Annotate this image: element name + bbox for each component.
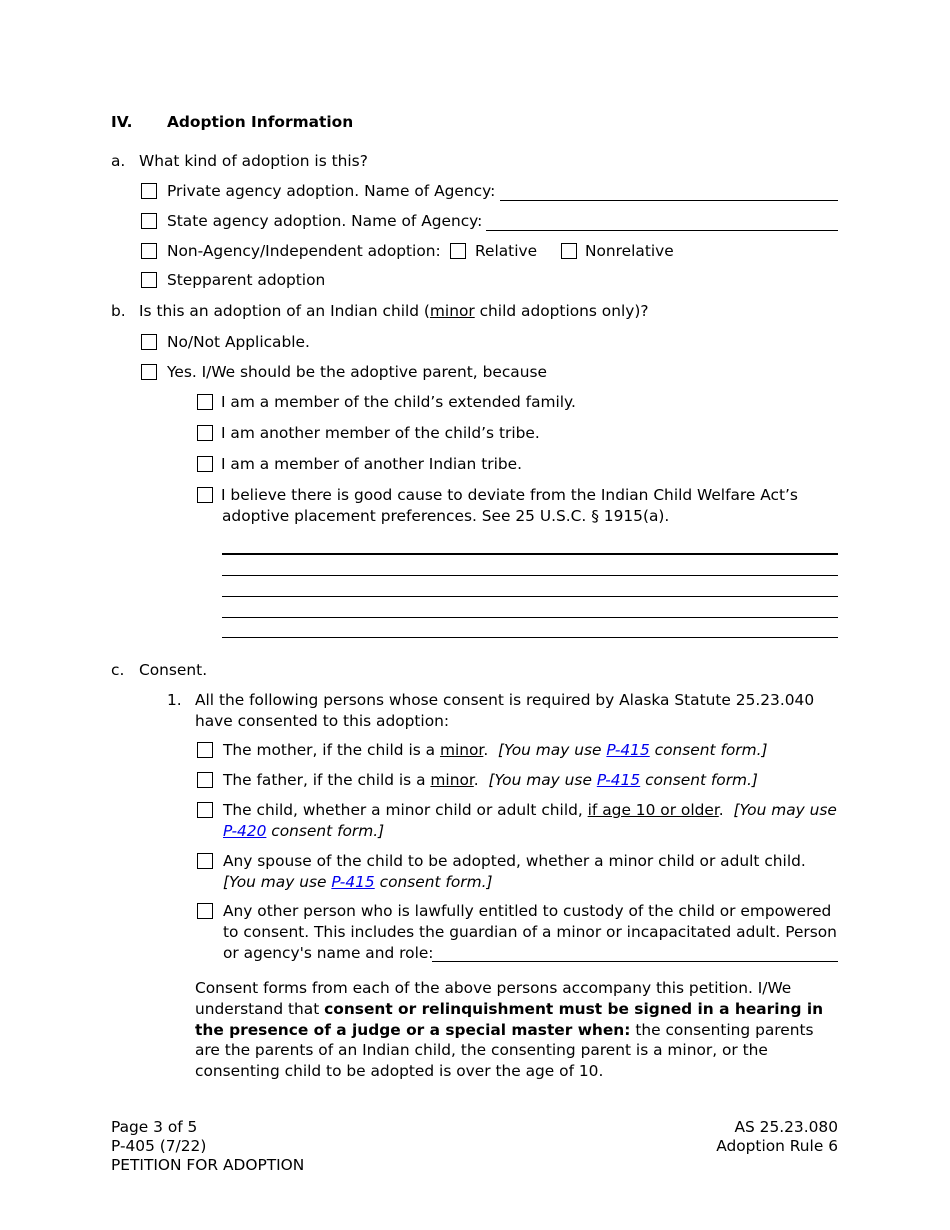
good-cause-line1: I believe there is good cause to deviate from the Indian Child Welfare Act’s [221,486,798,504]
stepparent-checkbox[interactable] [141,272,157,288]
state-agency-name-field[interactable] [486,230,838,231]
footer-rule: Adoption Rule 6 [716,1137,838,1155]
good-cause-explanation-line[interactable] [222,575,838,576]
private-agency-label: Private agency adoption. Name of Agency: [167,182,496,200]
child-consent-label-cont: P-420 consent form.] [223,822,385,840]
same-tribe-checkbox[interactable] [197,425,213,441]
consent-paragraph: Consent forms from each of the above persons accompany this petition. I/We understand that consent or relinquishment must be signed in a hearing in the presence of a judge or a special master when: the consenting parents are the parents of an Indian child, the consenting parent is a minor, or the consenting child to be adopted is over the age of 10. [195,979,824,1081]
question-a-letter: a. [111,152,126,170]
nonagency-label: Non-Agency/Independent adoption: [167,242,441,260]
child-consent-label: The child, whether a minor child or adult child, if age 10 or older. [You may use [223,801,837,819]
form-p415-link[interactable]: P-415 [331,873,375,891]
relative-label: Relative [475,242,538,260]
section-title: Adoption Information [167,113,354,131]
good-cause-checkbox[interactable] [197,487,213,503]
footer-statute: AS 25.23.080 [734,1118,838,1136]
consent-item-number: 1. [167,691,182,709]
spouse-consent-label-cont: [You may use P-415 consent form.] [223,873,493,891]
other-tribe-label: I am a member of another Indian tribe. [221,455,522,473]
other-person-consent-checkbox[interactable] [197,903,213,919]
question-a-text: What kind of adoption is this? [139,152,368,170]
good-cause-explanation-line[interactable] [222,553,838,555]
form-p420-link[interactable]: P-420 [223,822,267,840]
other-person-line2: to consent. This includes the guardian of a minor or incapacitated adult. Person [223,923,837,941]
form-p415-link[interactable]: P-415 [606,741,650,759]
other-person-name-field[interactable] [432,961,838,962]
consent-item-line1: All the following persons whose consent is required by Alaska Statute 25.23.040 [195,691,815,709]
state-agency-checkbox[interactable] [141,213,157,229]
question-c-letter: c. [111,661,125,679]
footer-form-title: PETITION FOR ADOPTION [111,1156,305,1174]
footer-form-id: P-405 (7/22) [111,1137,207,1155]
child-consent-checkbox[interactable] [197,802,213,818]
consent-item-line2: have consented to this adoption: [195,712,450,730]
good-cause-explanation-line[interactable] [222,637,838,638]
relative-checkbox[interactable] [450,243,466,259]
section-number: IV. [111,113,133,131]
other-person-line3: or agency's name and role: [223,944,434,962]
question-c-title: Consent. [139,661,208,679]
footer-page: Page 3 of 5 [111,1118,198,1136]
indian-child-yes-label: Yes. I/We should be the adoptive parent, because [167,363,547,381]
indian-child-yes-checkbox[interactable] [141,364,157,380]
extended-family-checkbox[interactable] [197,394,213,410]
stepparent-label: Stepparent adoption [167,271,326,289]
nonrelative-label: Nonrelative [585,242,674,260]
nonagency-checkbox[interactable] [141,243,157,259]
private-agency-checkbox[interactable] [141,183,157,199]
indian-child-no-label: No/Not Applicable. [167,333,310,351]
question-b-text: Is this an adoption of an Indian child (minor child adoptions only)? [139,302,649,320]
good-cause-line2: adoptive placement preferences. See 25 U.S.C. § 1915(a). [222,507,670,525]
indian-child-no-checkbox[interactable] [141,334,157,350]
mother-consent-label: The mother, if the child is a minor. [You may use P-415 consent form.] [223,741,768,759]
same-tribe-label: I am another member of the child’s tribe. [221,424,540,442]
other-tribe-checkbox[interactable] [197,456,213,472]
form-p415-link[interactable]: P-415 [596,771,641,789]
other-person-line1: Any other person who is lawfully entitled to custody of the child or empowered [223,902,832,920]
good-cause-explanation-line[interactable] [222,596,838,597]
father-consent-checkbox[interactable] [197,772,213,788]
state-agency-label: State agency adoption. Name of Agency: [167,212,483,230]
spouse-consent-label: Any spouse of the child to be adopted, whether a minor child or adult child. [223,852,806,870]
good-cause-explanation-line[interactable] [222,617,838,618]
mother-consent-checkbox[interactable] [197,742,213,758]
private-agency-name-field[interactable] [500,200,838,201]
question-b-letter: b. [111,302,126,320]
extended-family-label: I am a member of the child’s extended family. [221,393,576,411]
nonrelative-checkbox[interactable] [561,243,577,259]
spouse-consent-checkbox[interactable] [197,853,213,869]
father-consent-label: The father, if the child is a minor. [You may use P-415 consent form.] [223,771,758,789]
